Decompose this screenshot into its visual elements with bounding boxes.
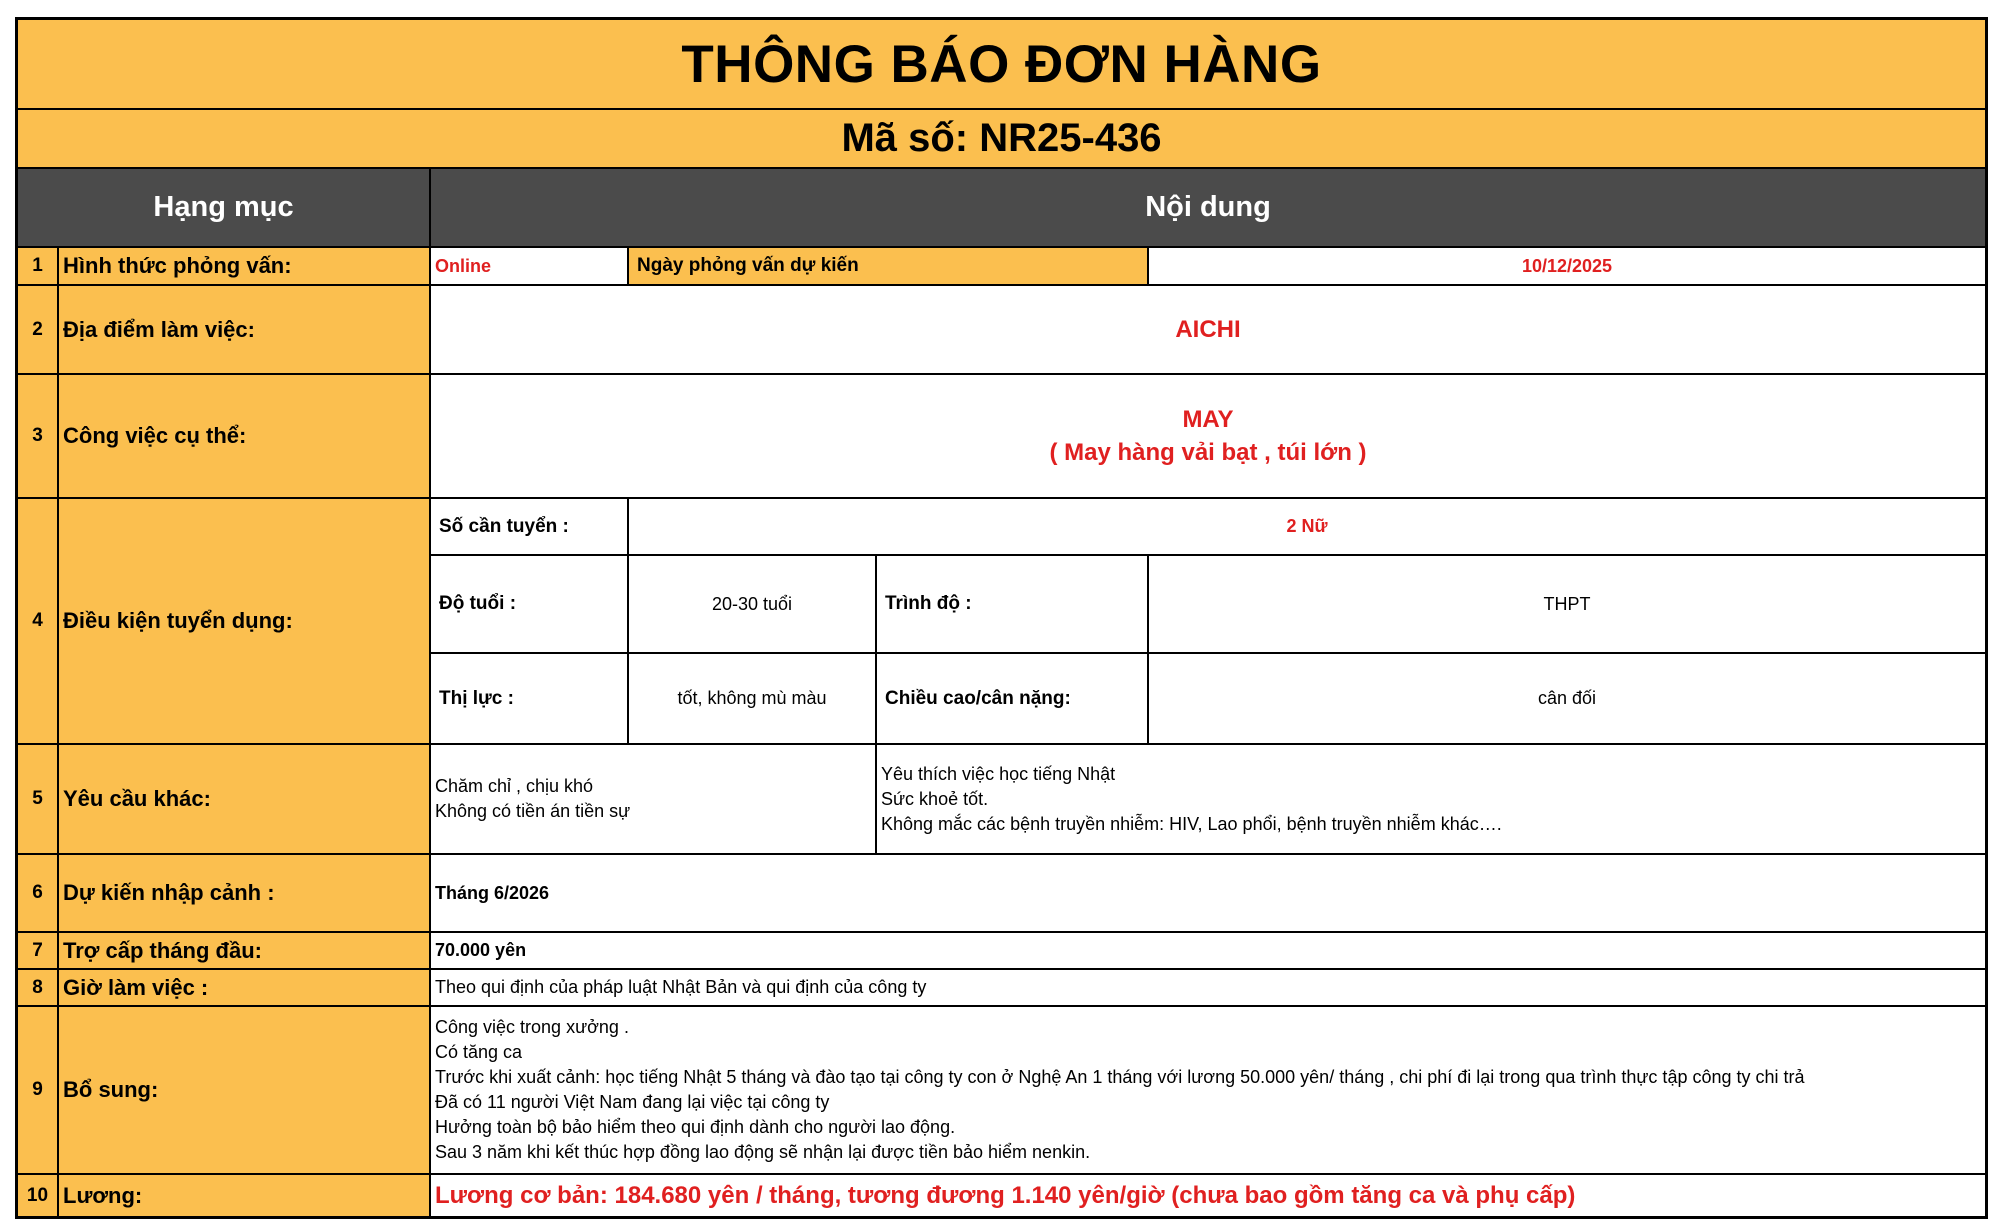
requirement-item: Không mắc các bệnh truyền nhiễm: HIV, Lao phổi, bệnh truyền nhiễm khác…. [881,813,1502,834]
row-number: 2 [18,285,58,374]
row-number: 5 [18,744,58,854]
table-row [18,854,1985,932]
other-requirements-left [430,744,876,854]
additional-info-line: Có tăng ca [435,1042,523,1062]
table-row [18,285,1985,374]
education-label: Trình độ : [876,555,1148,653]
education-value: THPT [1148,555,1985,653]
table-row [18,1006,1985,1174]
table-row [18,498,1985,555]
age-label: Độ tuổi : [430,555,628,653]
row-label: Trợ cấp tháng đầu: [58,932,430,969]
working-hours-value: Theo qui định của pháp luật Nhật Bản và qui định của công ty [430,969,1985,1006]
salary-value: Lương cơ bản: 184.680 yên / tháng, tương đương 1.140 yên/giờ (chưa bao gồm tăng ca và phụ cấp) [430,1174,1985,1216]
row-number: 1 [18,247,58,285]
row-number: 7 [18,932,58,969]
order-notice-sheet [15,17,1988,1219]
table-row [18,247,1985,285]
row-number: 6 [18,854,58,932]
row-label: Bổ sung: [58,1006,430,1174]
row-number: 10 [18,1174,58,1216]
entry-date-value: Tháng 6/2026 [430,854,1985,932]
additional-info-line: Hưởng toàn bộ bảo hiểm theo qui định dành cho người lao động. [435,1117,956,1137]
row-label: Hình thức phỏng vấn: [58,247,430,285]
row-label: Yêu cầu khác: [58,744,430,854]
additional-info-line: Sau 3 năm khi kết thúc hợp đồng lao động sẽ nhận lại được tiền bảo hiểm nenkin. [435,1142,1091,1162]
row-label: Giờ làm việc : [58,969,430,1006]
additional-info [430,1006,1985,1174]
table-row [18,1174,1985,1216]
row-label: Địa điểm làm việc: [58,285,430,374]
eyesight-value: tốt, không mù màu [628,653,876,744]
recruit-count-value: 2 Nữ [628,498,1985,555]
table-row [18,744,1985,854]
row-label: Công việc cụ thể: [58,374,430,498]
interview-date-value: 10/12/2025 [1148,247,1985,285]
row-number: 4 [18,498,58,744]
interview-date-label: Ngày phỏng vấn dự kiến [628,247,1148,285]
additional-info-line: Công việc trong xưởng . [435,1017,629,1037]
other-requirements-right [876,744,1985,854]
row-label: Dự kiến nhập cảnh : [58,854,430,932]
table-row [18,932,1985,969]
additional-info-line: Trước khi xuất cảnh: học tiếng Nhật 5 tháng và đào tạo tại công ty con ở Nghệ An 1 tháng với lương 50.000 yên/ tháng , chi phí đi lại trong qua trình thực tập công ty chi trả [435,1067,1805,1087]
requirement-item: Chăm chỉ , chịu khó [435,776,594,796]
job-detail-value [430,374,1985,498]
first-month-allowance-value: 70.000 yên [430,932,1985,969]
order-code: Mã số: NR25-436 [18,110,1985,169]
row-number: 9 [18,1006,58,1174]
job-description: ( May hàng vải bạt , túi lớn ) [1049,439,1367,466]
header-content: Nội dung [430,169,1985,247]
order-table [18,169,1985,1216]
row-number: 8 [18,969,58,1006]
requirement-item: Yêu thích việc học tiếng Nhật [881,763,1116,784]
row-label: Điều kiện tuyển dụng: [58,498,430,744]
height-weight-value: cân đối [1148,653,1985,744]
table-row [18,969,1985,1006]
recruit-count-label: Số cần tuyển : [430,498,628,555]
eyesight-label: Thị lực : [430,653,628,744]
requirement-item: Sức khoẻ tốt. [881,788,989,809]
job-title: MAY [1182,406,1234,433]
age-value: 20-30 tuổi [628,555,876,653]
table-row [18,374,1985,498]
page-title: THÔNG BÁO ĐƠN HÀNG [18,20,1985,110]
requirement-item: Không có tiền án tiền sự [435,801,631,821]
additional-info-line: Đã có 11 người Việt Nam đang lại việc tại công ty [435,1092,830,1112]
row-label: Lương: [58,1174,430,1216]
header-category: Hạng mục [18,169,430,247]
row-number: 3 [18,374,58,498]
height-weight-label: Chiều cao/cân nặng: [876,653,1148,744]
interview-type-value: Online [430,247,628,285]
work-location-value: AICHI [430,285,1985,374]
